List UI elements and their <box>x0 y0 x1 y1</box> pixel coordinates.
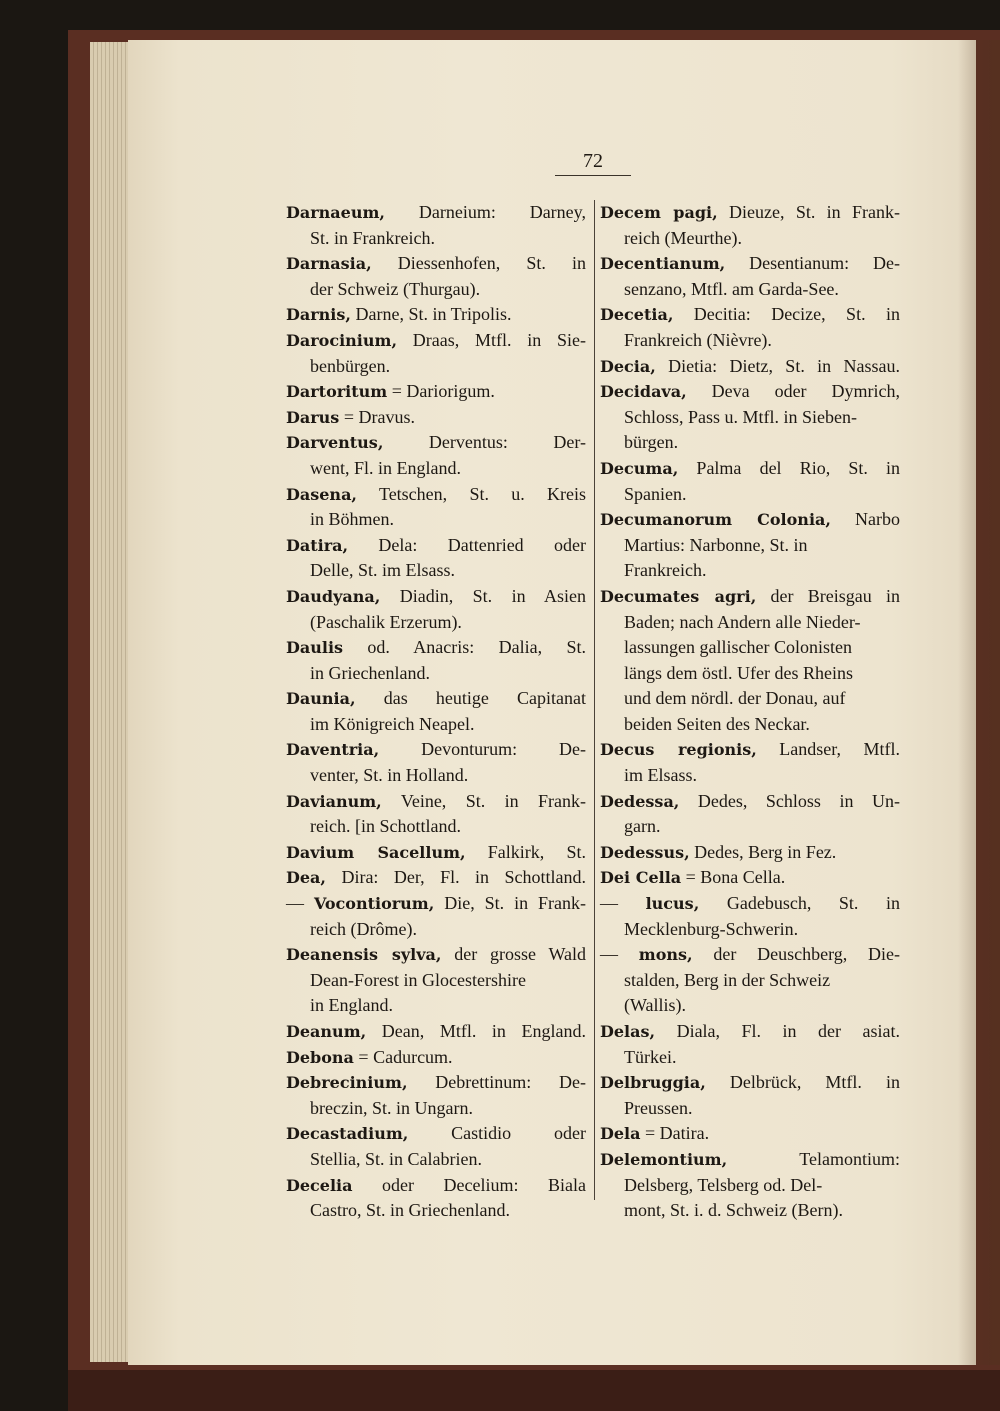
entry-text: venter, St. in Holland. <box>310 765 469 786</box>
entry-line <box>286 328 586 354</box>
entry-text: Frankreich. <box>624 560 707 581</box>
entry-text: Martius: Narbonne, St. in <box>624 534 808 555</box>
entry-text: Dieuze, St. in Frank- <box>717 202 900 222</box>
entry-line <box>286 456 586 482</box>
entry-line <box>600 686 900 712</box>
headword: Davium Sacellum, <box>286 842 466 862</box>
entry-text: Dean-Forest in Glocestershire <box>310 969 526 990</box>
entry-line <box>286 1147 586 1173</box>
headword: Vocontiorum, <box>313 894 435 914</box>
entry-line <box>286 737 586 763</box>
entry-line <box>600 533 900 559</box>
headword: Darnaeum, <box>286 203 385 222</box>
headword: Debrecinium, <box>286 1073 408 1093</box>
entry-line <box>286 584 586 610</box>
entry-text: reich (Drôme). <box>310 918 417 939</box>
headword: Decetia, <box>600 305 674 325</box>
entry-text: Castidio oder <box>408 1123 586 1144</box>
entry-line <box>600 430 900 456</box>
headword: Darus <box>286 407 340 427</box>
entry-line <box>600 610 900 636</box>
entry-line <box>600 456 900 482</box>
entry-text: Palma del Rio, St. in <box>678 457 900 478</box>
entry-text: Telamontium: <box>727 1148 900 1169</box>
entry-line <box>286 277 586 303</box>
entry-text: (Wallis). <box>624 995 687 1016</box>
headword: Daunia, <box>286 689 356 709</box>
entry-line <box>286 840 586 866</box>
entry-text: und dem nördl. der Donau, auf <box>624 688 846 709</box>
entry-line <box>286 1121 586 1147</box>
entry-line <box>600 1070 900 1096</box>
entry-line <box>600 993 900 1019</box>
entry-text: reich. [in Schottland. <box>310 816 461 837</box>
entry-text: im Elsass. <box>624 765 698 786</box>
headword: Darocinium, <box>286 330 398 350</box>
entry-line <box>600 968 900 994</box>
entry-text: Dedes, Schloss in Un- <box>679 790 900 811</box>
entry-line <box>286 686 586 712</box>
entry-line <box>286 942 586 968</box>
headword: Dei Cella <box>600 868 682 888</box>
entry-text: Spanien. <box>624 483 687 504</box>
entry-line <box>286 200 586 226</box>
entry-line <box>600 584 900 610</box>
headword: Decumates agri, <box>600 586 757 606</box>
entry-text: Deva oder Dymrich, <box>686 381 900 402</box>
headword: Daulis <box>286 638 344 658</box>
column-divider <box>594 200 595 1200</box>
entry-line <box>286 1019 586 1045</box>
entry-line <box>600 891 900 917</box>
entry-text: in Griechenland. <box>310 662 430 683</box>
entry-text: Frankreich (Nièvre). <box>624 329 772 350</box>
book-cover-edge <box>68 1370 1000 1411</box>
entry-text: = Datira. <box>640 1123 710 1144</box>
headword: mons, <box>638 945 693 965</box>
headword: Dea, <box>286 868 326 888</box>
entry-text: Dela: Dattenried oder <box>348 534 586 555</box>
entry-line <box>600 302 900 328</box>
entry-text: in England. <box>310 995 393 1016</box>
entry-line <box>286 661 586 687</box>
entry-line <box>600 226 900 252</box>
entry-line <box>286 814 586 840</box>
headword: Delbruggia, <box>600 1073 706 1093</box>
entry-line <box>600 1045 900 1071</box>
entry-text: Delsberg, Telsberg od. Del- <box>624 1174 823 1195</box>
entry-line <box>286 968 586 994</box>
entry-line <box>600 635 900 661</box>
entry-text: Darne, St. in Tripolis. <box>350 304 512 325</box>
entry-text: benbürgen. <box>310 355 391 376</box>
entry-line <box>600 1121 900 1147</box>
entry-text: Dedes, Berg in Fez. <box>689 841 837 862</box>
entry-line <box>600 1147 900 1173</box>
entry-text: Gadebusch, St. in <box>699 893 901 914</box>
entry-text: Draas, Mtfl. in Sie- <box>397 329 586 350</box>
entry-text: Die, St. in Frank- <box>434 893 587 914</box>
entry-line <box>286 302 586 328</box>
entry-text: Narbo <box>830 509 900 530</box>
headword: Daudyana, <box>286 586 381 606</box>
entry-text: Veine, St. in Frank- <box>381 790 586 811</box>
headword: Dedessus, <box>600 842 690 862</box>
entry-text: der Schweiz (Thurgau). <box>310 278 481 299</box>
headword: Decumanorum Colonia, <box>600 510 831 530</box>
entry-text: das heutige Capitanat <box>355 688 586 709</box>
gutter-shadow <box>958 40 1000 1365</box>
entry-text: beiden Seiten des Neckar. <box>624 713 810 734</box>
entry-line <box>600 405 900 431</box>
entry-text: oder Decelium: Biala <box>352 1174 586 1195</box>
entry-text: garn. <box>624 816 661 837</box>
entry-text: Tetschen, St. u. Kreis <box>357 483 586 504</box>
entry-text: Diadin, St. in Asien <box>380 585 586 606</box>
entry-line <box>600 942 900 968</box>
entry-text: Baden; nach Andern alle Nieder- <box>624 611 861 632</box>
entry-text: Dietia: Dietz, St. in Nassau. <box>655 355 900 376</box>
headword: Decentianum, <box>600 254 726 274</box>
entry-line <box>600 277 900 303</box>
entry-line <box>286 1070 586 1096</box>
entry-line <box>286 405 586 431</box>
entry-line <box>600 200 900 226</box>
entry-line <box>600 917 900 943</box>
entry-text: senzano, Mtfl. am Garda-See. <box>624 278 839 299</box>
entry-line <box>286 226 586 252</box>
entry-line <box>286 712 586 738</box>
headword: Darnasia, <box>286 254 372 274</box>
entry-line <box>600 712 900 738</box>
entry-line <box>286 763 586 789</box>
entry-line <box>600 251 900 277</box>
headword: Decidava, <box>600 382 687 402</box>
entry-text: — <box>600 893 646 914</box>
entry-text: Dean, Mtfl. in England. <box>366 1021 586 1041</box>
headword: Dedessa, <box>600 791 680 811</box>
entry-line <box>286 430 586 456</box>
entry-text: Devonturum: De- <box>379 739 586 760</box>
entry-text: der Deuschberg, Die- <box>692 944 901 965</box>
entry-text: Schloss, Pass u. Mtfl. in Sieben- <box>624 406 858 427</box>
entry-line <box>600 1096 900 1122</box>
entry-line <box>286 558 586 584</box>
entry-line <box>600 865 900 891</box>
entry-line <box>600 814 900 840</box>
entry-line <box>286 789 586 815</box>
entry-text: breczin, St. in Ungarn. <box>310 1097 473 1118</box>
entry-line <box>600 737 900 763</box>
entry-text: = Dravus. <box>339 406 415 427</box>
left-column <box>286 200 586 1224</box>
entry-line <box>600 354 900 380</box>
entry-line <box>600 1173 900 1199</box>
headword: Dela <box>600 1124 641 1144</box>
headword: Davianum, <box>286 791 382 811</box>
entry-line <box>286 482 586 508</box>
right-column <box>600 200 900 1224</box>
entry-text: mont, St. i. d. Schweiz (Bern). <box>624 1200 843 1221</box>
headword: Decus regionis, <box>600 740 757 760</box>
entry-line <box>286 251 586 277</box>
headword: Darventus, <box>286 433 384 453</box>
entry-text: längs dem östl. Ufer des Rheins <box>624 662 853 683</box>
entry-line <box>286 1096 586 1122</box>
entry-text: Landser, Mtfl. <box>756 739 900 760</box>
entry-text: im Königreich Neapel. <box>310 713 475 734</box>
entry-text: = Dariorigum. <box>387 381 495 402</box>
entry-text: Diessenhofen, St. in <box>371 253 586 274</box>
entry-text: = Cadurcum. <box>353 1046 453 1067</box>
entry-line <box>600 482 900 508</box>
headword: Decuma, <box>600 458 679 478</box>
entry-line <box>286 865 586 891</box>
headword: Datira, <box>286 535 349 555</box>
headword: Decem pagi, <box>600 203 718 222</box>
entry-line <box>600 789 900 815</box>
entry-text: od. Anacris: Dalia, St. <box>343 637 586 658</box>
entry-line <box>600 328 900 354</box>
entry-line <box>286 891 586 917</box>
headword: Delas, <box>600 1022 656 1041</box>
entry-text: Delle, St. im Elsass. <box>310 560 455 581</box>
headword: Decelia <box>286 1175 353 1195</box>
entry-text: Mecklenburg-Schwerin. <box>624 918 799 939</box>
entry-text: Stellia, St. in Calabrien. <box>310 1148 482 1169</box>
entry-line <box>286 993 586 1019</box>
headword: Deanensis sylva, <box>286 945 442 965</box>
entry-line <box>600 379 900 405</box>
page-number-rule <box>555 175 631 176</box>
entry-text: — <box>286 893 314 914</box>
entry-line <box>286 379 586 405</box>
entry-line <box>286 354 586 380</box>
entry-line <box>600 763 900 789</box>
headword: Dasena, <box>286 484 357 504</box>
entry-text: Decitia: Decize, St. in <box>673 304 900 325</box>
headword: Decastadium, <box>286 1124 409 1144</box>
entry-text: = Bona Cella. <box>681 867 786 888</box>
headword: lucus, <box>645 894 700 914</box>
entry-line <box>286 610 586 636</box>
entry-text: Desentianum: De- <box>725 253 900 274</box>
entry-text: went, Fl. in England. <box>310 457 461 478</box>
entry-text: (Paschalik Erzerum). <box>310 611 462 632</box>
entry-line <box>286 533 586 559</box>
entry-text: St. in Frankreich. <box>310 227 435 248</box>
entry-text: bürgen. <box>624 432 679 453</box>
entry-text: Darneium: Darney, <box>384 202 586 222</box>
entry-line <box>286 635 586 661</box>
entry-text: der grosse Wald <box>441 944 586 965</box>
headword: Deanum, <box>286 1022 367 1041</box>
entry-text: Preussen. <box>624 1097 693 1118</box>
entry-text: Delbrück, Mtfl. in <box>705 1072 900 1093</box>
headword: Delemontium, <box>600 1149 728 1169</box>
entry-line <box>286 1173 586 1199</box>
entry-line <box>600 1019 900 1045</box>
entry-text: reich (Meurthe). <box>624 227 742 248</box>
entry-text: lassungen gallischer Colonisten <box>624 637 852 658</box>
entry-line <box>600 507 900 533</box>
headword: Dartoritum <box>286 382 388 402</box>
entry-line <box>286 507 586 533</box>
entry-text: Türkei. <box>624 1046 677 1067</box>
entry-text: Derventus: Der- <box>383 432 586 453</box>
entry-line <box>600 558 900 584</box>
headword: Daventria, <box>286 740 380 760</box>
entry-text: der Breisgau in <box>756 585 900 606</box>
entry-text: Falkirk, St. <box>465 841 586 862</box>
entry-text: Dira: Der, Fl. in Schottland. <box>326 867 586 888</box>
entry-line <box>286 1198 586 1224</box>
entry-text: Diala, Fl. in der asiat. <box>655 1021 900 1041</box>
entry-line <box>286 917 586 943</box>
entry-text: stalden, Berg in der Schweiz <box>624 969 831 990</box>
headword: Debona <box>286 1047 354 1067</box>
entry-text: — <box>600 944 639 965</box>
entry-text: Debrettinum: De- <box>407 1072 586 1093</box>
entry-line <box>286 1045 586 1071</box>
entry-line <box>600 661 900 687</box>
entry-line <box>600 1198 900 1224</box>
headword: Decia, <box>600 356 656 376</box>
headword: Darnis, <box>286 305 351 325</box>
entry-text: in Böhmen. <box>310 509 394 530</box>
entry-line <box>600 840 900 866</box>
page-number: 72 <box>583 150 603 172</box>
entry-text: Castro, St. in Griechenland. <box>310 1200 510 1221</box>
